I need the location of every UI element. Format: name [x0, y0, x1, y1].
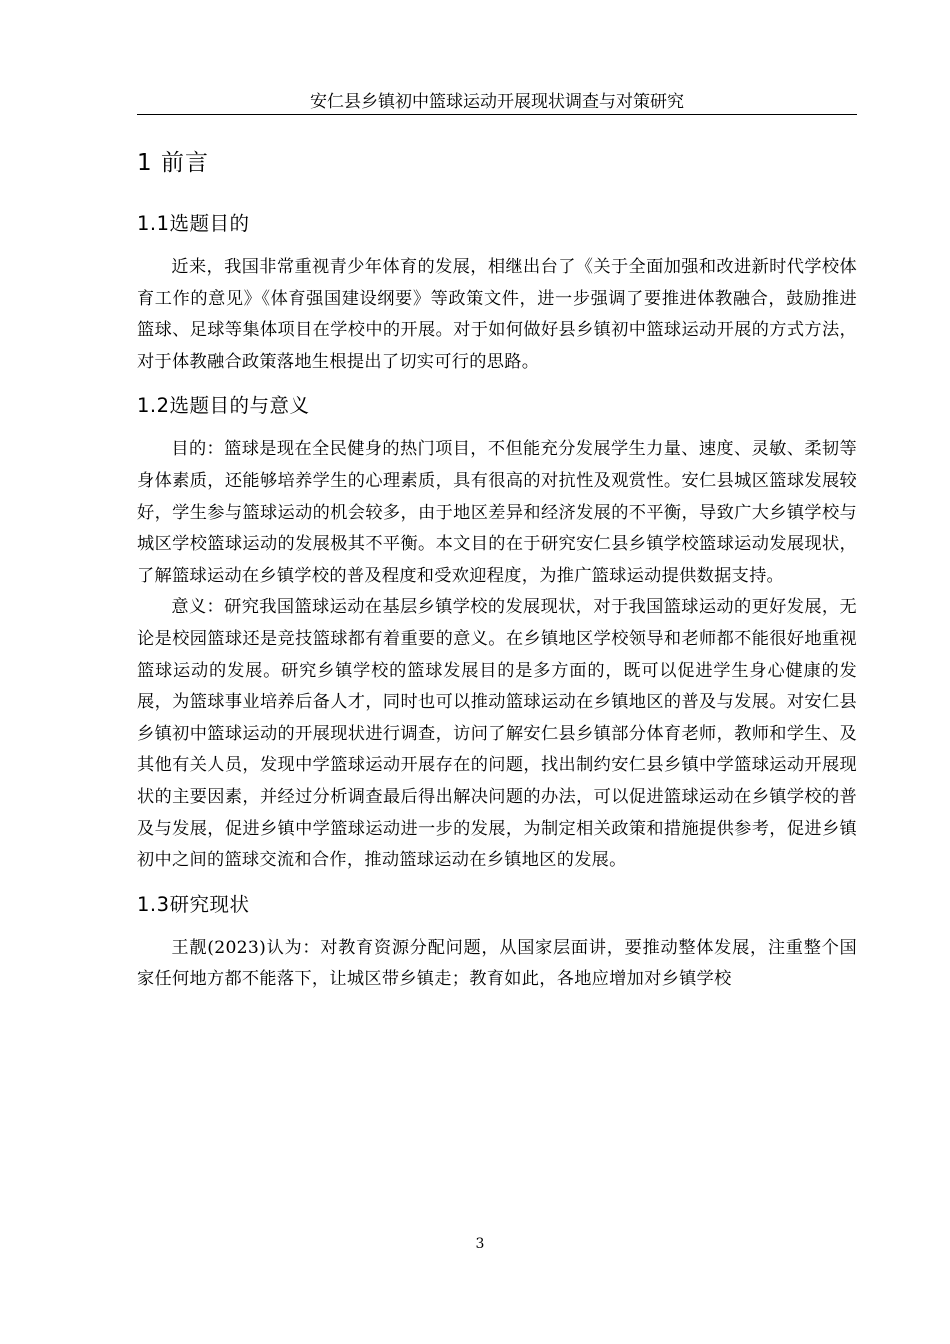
section-heading: 1.2选题目的与意义 — [137, 394, 310, 418]
section-heading: 1.3研究现状 — [137, 892, 250, 916]
header-divider — [137, 114, 857, 115]
section-1-2 — [137, 392, 857, 876]
document-body — [137, 146, 857, 996]
paragraph: 意义：研究我国篮球运动在基层乡镇学校的发展现状，对于我国篮球运动的更好发展，无论是校园篮球还是竞技篮球都有着重要的意义。在乡镇地区学校领导和老师都不能很好地重视篮球运动的发展。研究乡镇学校的篮球发展目的是多方面的，既可以促进学生身心健康的发展，为篮球事业培养后备人才，同时也可以推动篮球运动在乡镇地区的普及与发展。对安仁县乡镇初中篮球运动的开展现状进行调查，访问了解安仁县乡镇部分体育老师，教师和学生、及其他有关人员，发现中学篮球运动开展存在的问题，找出制约安仁县乡镇中学篮球运动开展现状的主要因素，并经过分析调查最后得出解决问题的办法，可以促进篮球运动在乡镇学校的普及与发展，促进乡镇中学篮球运动进一步的发展，为制定相关政策和措施提供参考，促进乡镇初中之间的篮球交流和合作，推动篮球运动在乡镇地区的发展。 — [137, 597, 857, 871]
chapter-title: 1 前言 — [137, 150, 209, 176]
page-number: 3 — [475, 1236, 485, 1252]
section-1-1 — [137, 210, 857, 378]
section-heading: 1.1选题目的 — [137, 212, 250, 235]
paragraph: 近来，我国非常重视青少年体育的发展，相继出台了《关于全面加强和改进新时代学校体育工作的意见》《体育强国建设纲要》等政策文件，进一步强调了要推进体教融合，鼓励推进篮球、足球等集体项目在学校中的开展。对于如何做好县乡镇初中篮球运动开展的方式方法，对于体教融合政策落地生根提出了切实可行的思路。 — [137, 257, 857, 372]
section-1-3 — [137, 891, 857, 996]
page-header-title: 安仁县乡镇初中篮球运动开展现状调查与对策研究 — [310, 92, 684, 112]
paragraph: 王靓(2023)认为：对教育资源分配问题，从国家层面讲，要推动整体发展，注重整个国家任何地方都不能落下，让城区带乡镇走；教育如此，各地应增加对乡镇学校 — [137, 937, 857, 990]
paragraph: 目的：篮球是现在全民健身的热门项目，不但能充分发展学生力量、速度、灵敏、柔韧等身体素质，还能够培养学生的心理素质，具有很高的对抗性及观赏性。安仁县城区篮球发展较好，学生参与篮球运动的机会较多，由于地区差异和经济发展的不平衡，导致广大乡镇学校与城区学校篮球运动的发展极其不平衡。本文目的在于研究安仁县乡镇学校篮球运动发展现状，了解篮球运动在乡镇学校的普及程度和受欢迎程度，为推广篮球运动提供数据支持。 — [137, 439, 857, 586]
